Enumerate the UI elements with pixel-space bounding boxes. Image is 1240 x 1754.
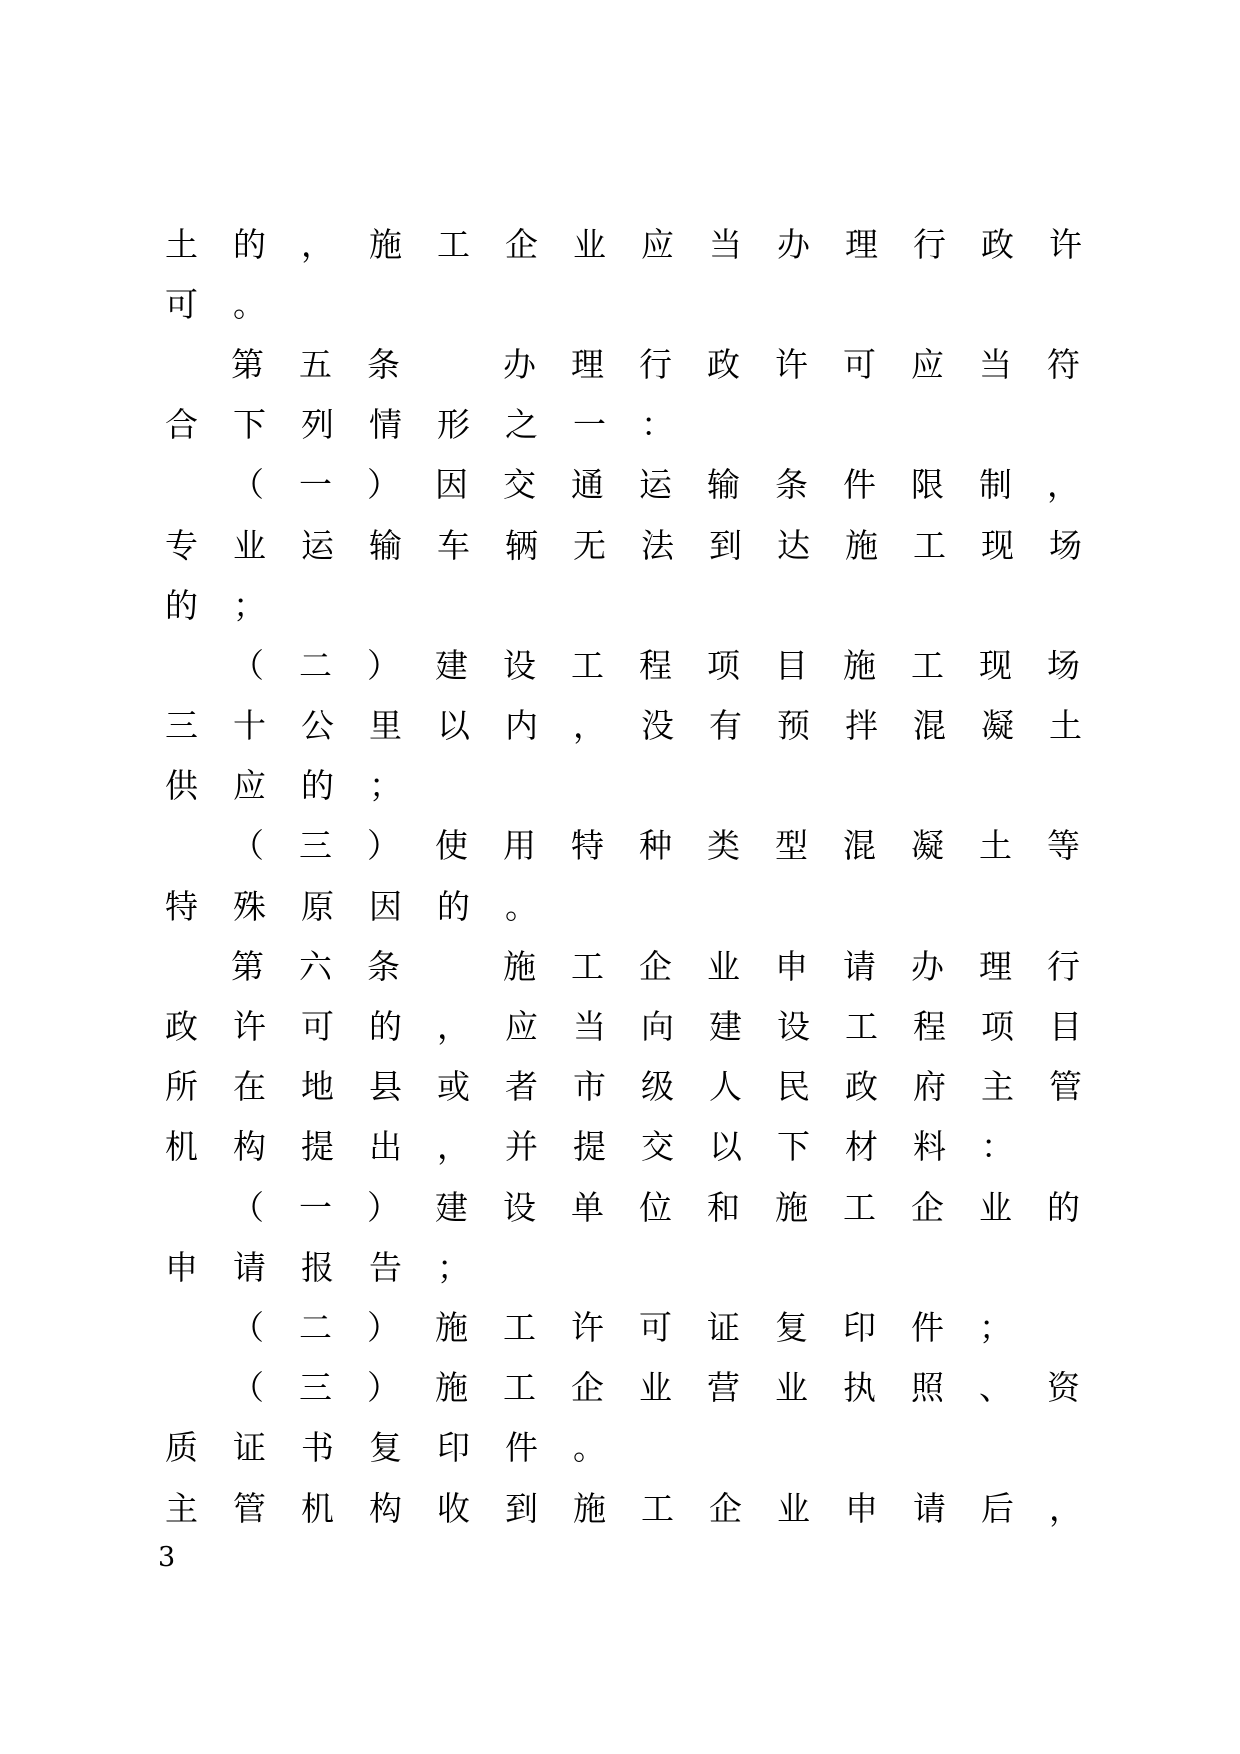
text-line: 第 五 条 办 理 行 政 许 可 应 当 符 [231, 345, 1080, 383]
text-line: （ 三 ） 施 工 企 业 营 业 执 照 、 资 [231, 1369, 1080, 1407]
page-number: 3 [158, 1542, 176, 1573]
text-line: 合 下 列 情 形 之 一 ： [165, 406, 674, 444]
text-line: （ 三 ） 使 用 特 种 类 型 混 凝 土 等 [231, 827, 1080, 865]
text-line: 主 管 机 构 收 到 施 工 企 业 申 请 后 ， [165, 1489, 1082, 1527]
text-line: 申 请 报 告 ； [165, 1248, 470, 1286]
text-line: 专 业 运 输 车 辆 无 法 到 达 施 工 现 场 [165, 526, 1082, 564]
text-line: 所 在 地 县 或 者 市 级 人 民 政 府 主 管 [165, 1068, 1082, 1106]
text-line: 机 构 提 出 ， 并 提 交 以 下 材 料 ： [165, 1128, 1014, 1166]
text-line: 政 许 可 的 ， 应 当 向 建 设 工 程 项 目 [165, 1008, 1082, 1046]
text-line: 可 。 [165, 285, 266, 323]
text-line: 土 的 ， 施 工 企 业 应 当 办 理 行 政 许 [165, 225, 1082, 263]
text-line: 第 六 条 施 工 企 业 申 请 办 理 行 [231, 947, 1080, 985]
text-line: （ 二 ） 施 工 许 可 证 复 印 件 ； [231, 1308, 1012, 1346]
text-block [165, 214, 1090, 1538]
text-line: （ 一 ） 建 设 单 位 和 施 工 企 业 的 [231, 1188, 1080, 1226]
text-line: 三 十 公 里 以 内 ， 没 有 预 拌 混 凝 土 [165, 707, 1082, 745]
text-line: 的 ； [165, 586, 266, 624]
text-line: 质 证 书 复 印 件 。 [165, 1429, 606, 1467]
text-line: （ 二 ） 建 设 工 程 项 目 施 工 现 场 [231, 646, 1080, 684]
text-line: 供 应 的 ； [165, 767, 402, 805]
text-line: （ 一 ） 因 交 通 运 输 条 件 限 制 ， [231, 466, 1080, 504]
text-line: 特 殊 原 因 的 。 [165, 887, 538, 925]
